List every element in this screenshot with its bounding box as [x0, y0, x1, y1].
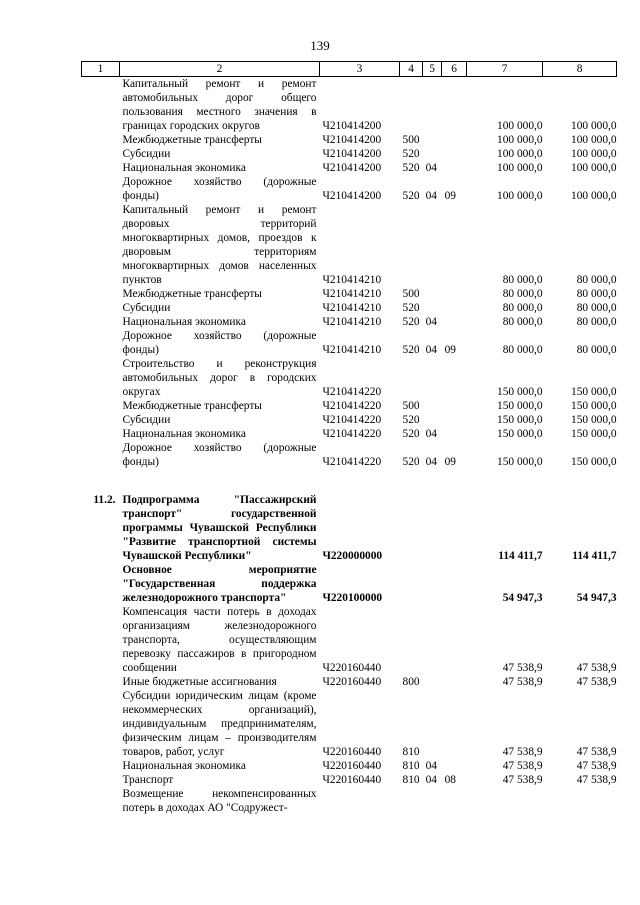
- row-amount-col7: 54 947,3: [502, 592, 543, 604]
- row-amount-col8: 80 000,0: [576, 288, 617, 300]
- row-target-code: Ч210414210: [322, 274, 382, 286]
- row-amount-col8: 150 000,0: [571, 428, 617, 440]
- table-row: [82, 605, 617, 675]
- row-section: [423, 493, 442, 563]
- row-name: Иные бюджетные ассигнования: [122, 676, 277, 688]
- row-expense-type: [400, 787, 423, 815]
- row-section: 04: [425, 428, 437, 440]
- row-amount-col7: 100 000,0: [497, 162, 543, 174]
- table-header-row: [82, 62, 617, 77]
- row-section: 04: [425, 344, 437, 356]
- row-section: [423, 605, 442, 675]
- spacer-row: [82, 469, 617, 493]
- table-row: [82, 147, 617, 161]
- row-name: Подпрограмма "Пассажирский транспорт" государственной программы Чувашской Республики "Развитие транспортной системы Чувашской Республики": [122, 494, 317, 562]
- header-col-3: 3: [320, 62, 400, 77]
- row-subsection: [442, 689, 467, 759]
- row-expense-type: 800: [402, 676, 420, 688]
- row-amount-col8: 100 000,0: [571, 190, 617, 202]
- table-row: [82, 563, 617, 605]
- row-expense-type: 520: [402, 428, 420, 440]
- row-amount-col7: 100 000,0: [497, 190, 543, 202]
- row-target-code: Ч220100000: [322, 592, 383, 604]
- row-target-code: Ч210414210: [322, 344, 382, 356]
- row-amount-col7: [467, 787, 543, 815]
- row-name: Основное мероприятие "Государственная поддержка железнодорожного транспорта": [122, 564, 317, 604]
- row-amount-col8: 150 000,0: [571, 414, 617, 426]
- table-row: [82, 787, 617, 815]
- row-subsection: 09: [444, 344, 456, 356]
- header-col-7: 7: [467, 62, 543, 77]
- row-section: 04: [425, 456, 437, 468]
- table-row: [82, 689, 617, 759]
- row-number: 11.2.: [93, 494, 116, 506]
- row-target-code: Ч210414220: [322, 414, 382, 426]
- row-amount-col7: 80 000,0: [502, 274, 543, 286]
- row-subsection: [442, 413, 467, 427]
- row-target-code: Ч220000000: [322, 550, 383, 562]
- row-subsection: [442, 133, 467, 147]
- row-expense-type: 520: [402, 344, 420, 356]
- table-row: [82, 175, 617, 203]
- row-amount-col7: 100 000,0: [497, 134, 543, 146]
- row-amount-col7: 47 538,9: [502, 662, 543, 674]
- row-name: Субсидии юридическим лицам (кроме некоммерческих организаций), индивидуальным предпринимателям, физическим лицам – производителям товаров, работ, услуг: [122, 690, 317, 758]
- row-amount-col8: 100 000,0: [571, 120, 617, 132]
- table-row: [82, 161, 617, 175]
- row-subsection: 09: [444, 190, 456, 202]
- row-number: [82, 441, 120, 469]
- row-number: [82, 605, 120, 675]
- row-name: Межбюджетные трансферты: [122, 134, 262, 146]
- table-row: [82, 133, 617, 147]
- table-row: [82, 759, 617, 773]
- row-section: [423, 563, 442, 605]
- row-section: [423, 203, 442, 287]
- row-subsection: 09: [444, 456, 456, 468]
- row-target-code: Ч220160440: [322, 676, 382, 688]
- row-amount-col7: 47 538,9: [502, 746, 543, 758]
- row-expense-type: [400, 357, 423, 399]
- row-section: [423, 147, 442, 161]
- header-col-8: 8: [543, 62, 617, 77]
- table-row: [82, 675, 617, 689]
- header-col-1: 1: [82, 62, 120, 77]
- row-name: Национальная экономика: [122, 316, 246, 328]
- row-expense-type: [400, 77, 423, 134]
- row-amount-col8: 100 000,0: [571, 148, 617, 160]
- row-expense-type: 520: [402, 190, 420, 202]
- row-target-code: Ч210414220: [322, 456, 382, 468]
- row-section: 04: [425, 316, 437, 328]
- row-expense-type: 810: [402, 760, 420, 772]
- row-subsection: [442, 77, 467, 134]
- row-target-code: Ч210414200: [322, 120, 382, 132]
- row-expense-type: 500: [402, 134, 420, 146]
- row-expense-type: 810: [402, 774, 420, 786]
- row-expense-type: [400, 563, 423, 605]
- row-name: Национальная экономика: [122, 760, 246, 772]
- row-subsection: [442, 493, 467, 563]
- row-amount-col7: 80 000,0: [502, 316, 543, 328]
- row-amount-col8: 47 538,9: [576, 774, 617, 786]
- row-amount-col8: 80 000,0: [576, 344, 617, 356]
- row-expense-type: 520: [402, 456, 420, 468]
- row-amount-col8: 54 947,3: [576, 592, 617, 604]
- row-amount-col8: 150 000,0: [571, 456, 617, 468]
- table-row: [82, 441, 617, 469]
- row-number: [82, 161, 120, 175]
- row-name: Субсидии: [122, 148, 171, 160]
- row-target-code: Ч210414200: [322, 162, 382, 174]
- row-amount-col7: 47 538,9: [502, 774, 543, 786]
- row-number: [82, 563, 120, 605]
- row-name: Национальная экономика: [122, 162, 246, 174]
- row-section: [423, 301, 442, 315]
- row-amount-col8: 47 538,9: [576, 760, 617, 772]
- row-number: [82, 315, 120, 329]
- row-name: Транспорт: [122, 774, 174, 786]
- row-expense-type: [400, 203, 423, 287]
- row-expense-type: 520: [402, 302, 420, 314]
- row-amount-col7: 150 000,0: [497, 414, 543, 426]
- row-expense-type: [400, 493, 423, 563]
- row-number: [82, 175, 120, 203]
- row-name: Субсидии: [122, 414, 171, 426]
- header-col-4: 4: [400, 62, 423, 77]
- row-number: [82, 759, 120, 773]
- row-name: Межбюджетные трансферты: [122, 288, 262, 300]
- row-amount-col8: 150 000,0: [571, 400, 617, 412]
- row-name: Национальная экономика: [122, 428, 246, 440]
- row-expense-type: [400, 605, 423, 675]
- row-amount-col8: 80 000,0: [576, 302, 617, 314]
- row-section: [423, 287, 442, 301]
- table-row: [82, 203, 617, 287]
- row-name: Возмещение некомпенсированных потерь в доходах АО "Содружест-: [122, 788, 317, 814]
- row-section: [423, 357, 442, 399]
- row-name: Капитальный ремонт и ремонт автомобильных дорог общего пользования местного значения в границах городских округов: [122, 78, 317, 132]
- row-number: [82, 287, 120, 301]
- row-name: Субсидии: [122, 302, 171, 314]
- row-amount-col7: 47 538,9: [502, 676, 543, 688]
- row-section: [423, 77, 442, 134]
- row-section: [423, 399, 442, 413]
- row-number: [82, 133, 120, 147]
- row-amount-col8: 100 000,0: [571, 134, 617, 146]
- row-amount-col8: 150 000,0: [571, 386, 617, 398]
- row-subsection: [442, 427, 467, 441]
- row-target-code: Ч210414200: [322, 190, 382, 202]
- budget-table: [81, 61, 617, 815]
- row-expense-type: 520: [402, 148, 420, 160]
- row-section: [423, 133, 442, 147]
- row-amount-col7: 100 000,0: [497, 120, 543, 132]
- row-amount-col7: 80 000,0: [502, 288, 543, 300]
- row-target-code: Ч210414220: [322, 428, 382, 440]
- row-subsection: [442, 301, 467, 315]
- row-amount-col7: 80 000,0: [502, 344, 543, 356]
- row-subsection: [442, 605, 467, 675]
- row-amount-col8: 114 411,7: [572, 550, 617, 562]
- row-target-code: Ч210414210: [322, 316, 382, 328]
- row-name: Дорожное хозяйство (дорожные фонды): [122, 176, 317, 202]
- page-number: 139: [310, 38, 330, 53]
- row-target-code: Ч220160440: [322, 760, 382, 772]
- table-row: [82, 357, 617, 399]
- row-section: [423, 413, 442, 427]
- row-number: [82, 689, 120, 759]
- row-number: [82, 413, 120, 427]
- header-col-2: 2: [120, 62, 320, 77]
- row-amount-col7: 114 411,7: [498, 550, 543, 562]
- row-target-code: Ч220160440: [322, 774, 382, 786]
- row-expense-type: 520: [402, 414, 420, 426]
- row-subsection: [442, 147, 467, 161]
- row-name: Межбюджетные трансферты: [122, 400, 262, 412]
- table-row: [82, 399, 617, 413]
- row-section: 04: [425, 162, 437, 174]
- row-target-code: Ч220160440: [322, 746, 382, 758]
- row-section: 04: [425, 760, 437, 772]
- table-row: [82, 315, 617, 329]
- row-section: 04: [425, 774, 437, 786]
- row-subsection: [442, 287, 467, 301]
- row-subsection: 08: [444, 774, 456, 786]
- table-row: [82, 493, 617, 563]
- row-target-code: Ч210414220: [322, 400, 382, 412]
- row-amount-col8: 47 538,9: [576, 746, 617, 758]
- row-subsection: [442, 357, 467, 399]
- row-expense-type: 520: [402, 316, 420, 328]
- row-expense-type: 500: [402, 400, 420, 412]
- row-number: [82, 329, 120, 357]
- row-number: [82, 399, 120, 413]
- table-row: [82, 413, 617, 427]
- row-number: [82, 77, 120, 134]
- table-row: [82, 301, 617, 315]
- row-amount-col8: 47 538,9: [576, 676, 617, 688]
- row-number: [82, 203, 120, 287]
- row-number: [82, 427, 120, 441]
- row-target-code: [320, 787, 400, 815]
- row-number: [82, 301, 120, 315]
- row-amount-col7: 47 538,9: [502, 760, 543, 772]
- row-section: 04: [425, 190, 437, 202]
- row-target-code: Ч210414200: [322, 134, 382, 146]
- row-subsection: [442, 315, 467, 329]
- row-amount-col7: 150 000,0: [497, 400, 543, 412]
- row-expense-type: 810: [402, 746, 420, 758]
- row-section: [423, 787, 442, 815]
- row-subsection: [442, 675, 467, 689]
- row-expense-type: 520: [402, 162, 420, 174]
- row-amount-col8: 80 000,0: [576, 316, 617, 328]
- row-name: Компенсация части потерь в доходах организациям железнодорожного транспорта, осуществляющим перевозку пассажиров в пригородном сообщении: [122, 606, 317, 674]
- row-amount-col7: 150 000,0: [497, 428, 543, 440]
- table-row: [82, 773, 617, 787]
- header-col-5: 5: [423, 62, 442, 77]
- row-subsection: [442, 787, 467, 815]
- table-row: [82, 427, 617, 441]
- row-amount-col7: 100 000,0: [497, 148, 543, 160]
- row-amount-col7: 150 000,0: [497, 456, 543, 468]
- row-number: [82, 773, 120, 787]
- row-name: Капитальный ремонт и ремонт дворовых территорий многоквартирных домов, проездов к дворовым территориям многоквартирных домов населенных пунктов: [122, 204, 317, 286]
- row-subsection: [442, 563, 467, 605]
- row-amount-col8: 47 538,9: [576, 662, 617, 674]
- row-subsection: [442, 399, 467, 413]
- row-number: [82, 147, 120, 161]
- row-amount-col8: 80 000,0: [576, 274, 617, 286]
- row-number: [82, 675, 120, 689]
- row-amount-col7: 150 000,0: [497, 386, 543, 398]
- row-name: Дорожное хозяйство (дорожные фонды): [122, 442, 317, 468]
- row-amount-col8: 100 000,0: [571, 162, 617, 174]
- row-target-code: Ч210414200: [322, 148, 382, 160]
- row-target-code: Ч210414210: [322, 302, 382, 314]
- row-section: [423, 675, 442, 689]
- table-row: [82, 77, 617, 134]
- row-subsection: [442, 161, 467, 175]
- row-section: [423, 689, 442, 759]
- header-col-6: 6: [442, 62, 467, 77]
- row-subsection: [442, 203, 467, 287]
- row-subsection: [442, 759, 467, 773]
- row-number: [82, 357, 120, 399]
- table-row: [82, 287, 617, 301]
- row-name: Строительство и реконструкция автомобильных дорог в городских округах: [122, 358, 317, 398]
- row-target-code: Ч210414210: [322, 288, 382, 300]
- row-target-code: Ч220160440: [322, 662, 382, 674]
- row-amount-col7: 80 000,0: [502, 302, 543, 314]
- row-name: Дорожное хозяйство (дорожные фонды): [122, 330, 317, 356]
- row-target-code: Ч210414220: [322, 386, 382, 398]
- row-number: [82, 787, 120, 815]
- row-expense-type: 500: [402, 288, 420, 300]
- table-row: [82, 329, 617, 357]
- row-amount-col8: [543, 787, 617, 815]
